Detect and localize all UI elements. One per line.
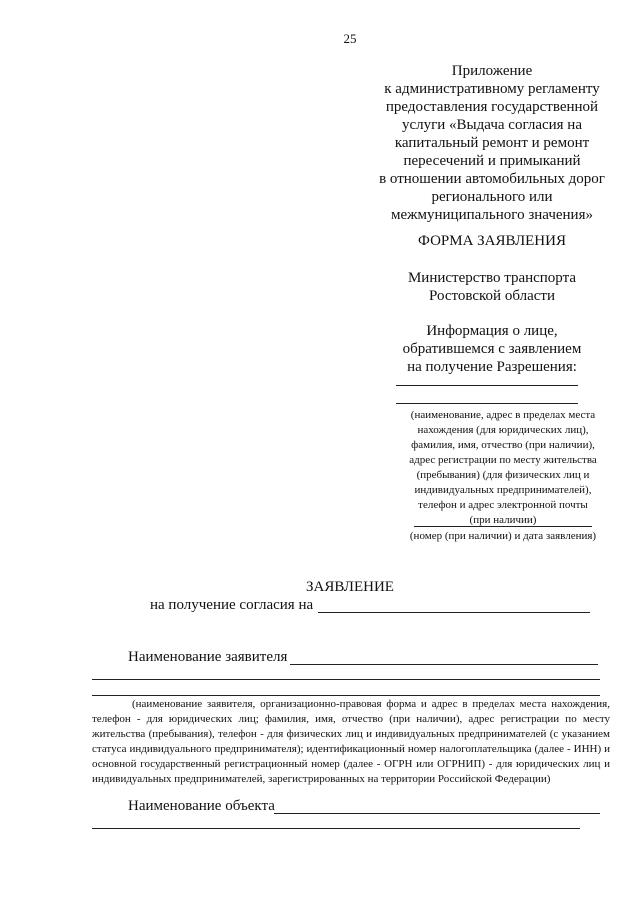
appendix-line: услуги «Выдача согласия на [401,117,582,133]
applicant-info-hint [380,408,626,528]
applicant-info-field-line[interactable] [396,403,578,404]
form-title: ФОРМА ЗАЯВЛЕНИЯ [418,233,566,249]
appendix-line: Приложение [451,63,533,79]
hint-line: (при наличии) [469,514,537,526]
appendix-line: к административному регламенту [384,81,600,97]
appendix-line: капитальный ремонт и ремонт [394,135,590,151]
object-field-line[interactable] [92,828,580,829]
applicant-field-line[interactable] [290,664,598,665]
appendix-line: межмуниципального значения» [391,207,593,223]
hint-line: фамилия, имя, отчество (при наличии), [411,439,595,451]
applicant-hint: (наименование заявителя, организационно-правовая форма и адрес в пределах места нахождения, телефон - для юридических лиц; фамилия, имя, отчество (при наличии), адрес регистрации по месту жительства (пребывания), телефон - для физических лиц и индивидуальных предпринимателей (с указанием статуса индивидуального предпринимателя); идентификационный номер налогоплательщика (далее - ИНН) и основной государственный регистрационный номер (далее - ОГРН или ОГРНИП) - для юридических лиц и индивидуальных предпринимателей, зарегистрированных на территории Российской Федерации) [92,698,610,785]
applicant-info-heading [372,322,612,376]
hint-line: нахождения (для юридических лиц), [417,424,589,436]
number-date-hint: (номер (при наличии) и дата заявления) [409,530,597,542]
ministry-block [372,269,612,305]
hint-line: адрес регистрации по месту жительства [409,454,597,466]
page-number: 25 [343,31,357,46]
ministry-line: Ростовской области [429,288,555,304]
applicant-info-field-line[interactable] [396,385,578,386]
appendix-line: в отношении автомобильных дорог [379,171,605,187]
object-label: Наименование объекта [128,798,275,814]
appendix-line: предоставления государственной [385,99,599,115]
info-line: Информация о лице, [426,323,558,339]
info-line: на получение Разрешения: [407,359,577,375]
appendix-heading [372,62,612,224]
purpose-field-line[interactable] [318,612,590,613]
hint-line: (наименование, адрес в пределах места [410,409,596,421]
hint-line: телефон и адрес электронной почты [418,499,588,511]
hint-line: (пребывания) (для физических лиц и [416,469,590,481]
appendix-line: пересечений и примыканий [403,153,581,169]
number-date-field-line[interactable] [414,526,592,527]
applicant-field-line[interactable] [92,695,600,696]
applicant-field-line[interactable] [92,679,600,680]
object-field-line[interactable] [274,813,600,814]
appendix-line: регионального или [431,189,553,205]
statement-title: ЗАЯВЛЕНИЕ [306,579,394,595]
info-line: обратившемся с заявлением [402,341,582,357]
applicant-label: Наименование заявителя [128,649,288,665]
ministry-line: Министерство транспорта [407,270,577,286]
statement-purpose: на получение согласия на [150,597,314,613]
hint-line: индивидуальных предпринимателей), [414,484,592,496]
